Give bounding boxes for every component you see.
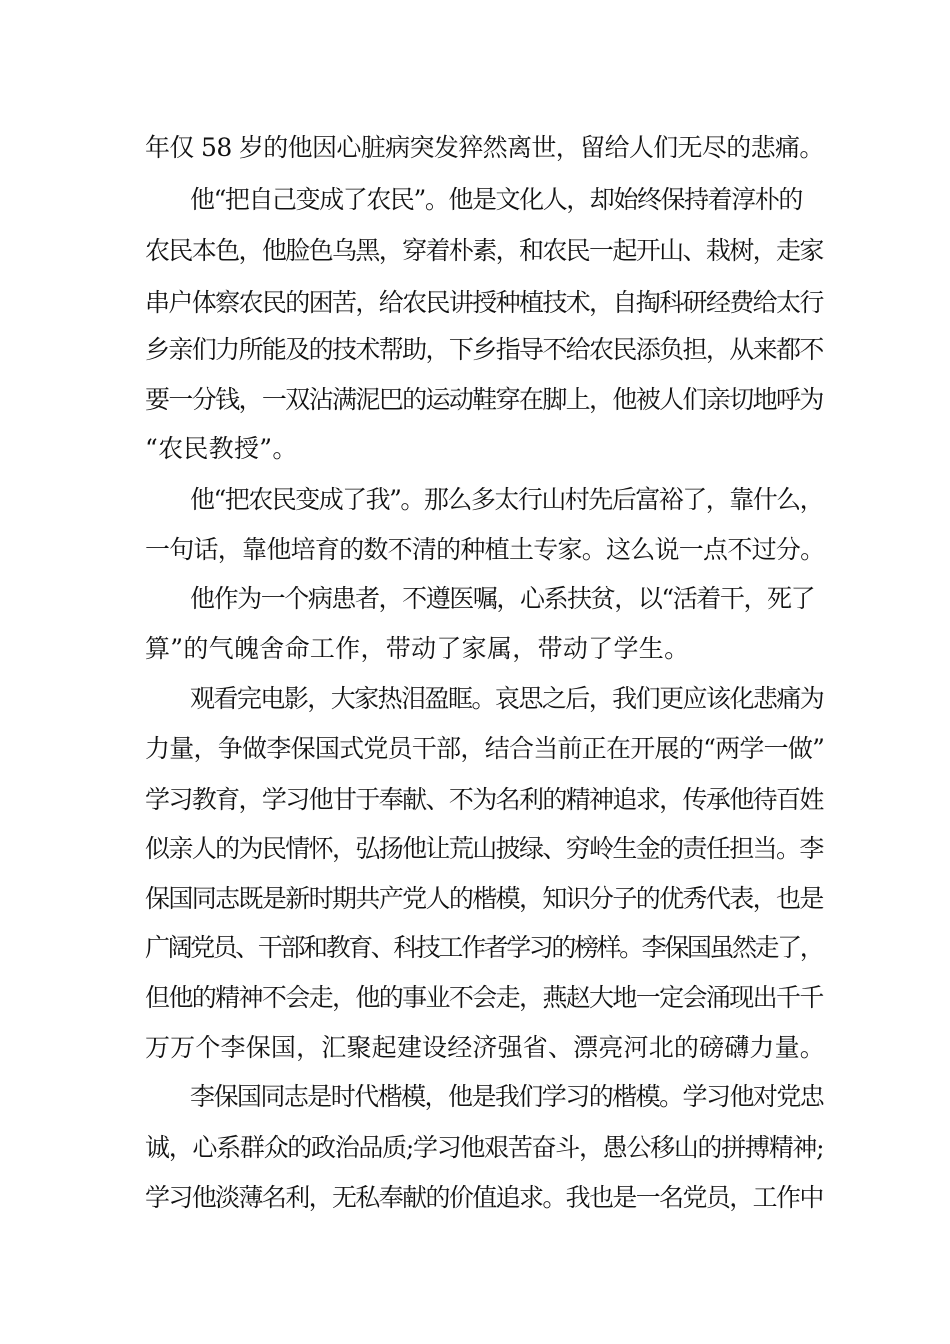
text-line: 一句话，靠他培育的数不清的种植土专家。这么说一点不过分。 xyxy=(145,535,825,564)
text-line: 力量，争做李保国式党员干部，结合当前正在开展的“两学一做” xyxy=(145,734,825,763)
paragraph-start-line: 他“把自己变成了农民”。他是文化人，却始终保持着淳朴的 xyxy=(190,185,802,214)
paragraph-start-line: 观看完电影，大家热泪盈眶。哀思之后，我们更应该化悲痛为 xyxy=(190,684,824,713)
text-line: 保国同志既是新时期共产党人的楷模，知识分子的优秀代表，也是 xyxy=(145,884,823,913)
text-line: 要一分钱，一双沾满泥巴的运动鞋穿在脚上，他被人们亲切地呼为 xyxy=(145,385,823,414)
text-line: 乡亲们力所能及的技术帮助，下乡指导不给农民添负担，从来都不 xyxy=(145,335,823,364)
text-line: 诚，心系群众的政治品质;学习他艰苦奋斗，愚公移山的拼搏精神; xyxy=(145,1133,824,1162)
text-line: 学习他淡薄名利，无私奉献的价值追求。我也是一名党员，工作中 xyxy=(145,1183,823,1212)
text-line: 农民本色，他脸色乌黑，穿着朴素，和农民一起开山、栽树，走家 xyxy=(145,236,823,265)
paragraph-start-line: 他作为一个病患者，不遵医嘱，心系扶贫，以“活着干，死了 xyxy=(190,584,815,613)
text-line: 串户体察农民的困苦，给农民讲授种植技术，自掏科研经费给太行 xyxy=(145,288,823,317)
text-line: 学习教育，学习他甘于奉献、不为名利的精神追求，传承他待百姓 xyxy=(145,785,823,814)
text-line: 似亲人的为民情怀，弘扬他让荒山披绿、穷岭生金的责任担当。李 xyxy=(145,834,823,863)
text-line: 年仅 58 岁的他因心脏病突发猝然离世，留给人们无尽的悲痛。 xyxy=(145,133,824,162)
paragraph-start-line: 他“把农民变成了我”。那么多太行山村先后富裕了，靠什么， xyxy=(190,485,824,514)
text-line: 算”的气魄舍命工作，带动了家属，带动了学生。 xyxy=(145,634,690,663)
text-line: 万万个李保国，汇聚起建设经济强省、漂亮河北的磅礴力量。 xyxy=(145,1033,825,1062)
paragraph-start-line: 李保国同志是时代楷模，他是我们学习的楷模。学习他对党忠 xyxy=(190,1082,824,1111)
text-line: “农民教授”。 xyxy=(145,434,298,463)
text-line: 但他的精神不会走，他的事业不会走，燕赵大地一定会涌现出千千 xyxy=(145,983,823,1012)
text-line: 广阔党员、干部和教育、科技工作者学习的榜样。李保国虽然走了， xyxy=(145,933,823,962)
